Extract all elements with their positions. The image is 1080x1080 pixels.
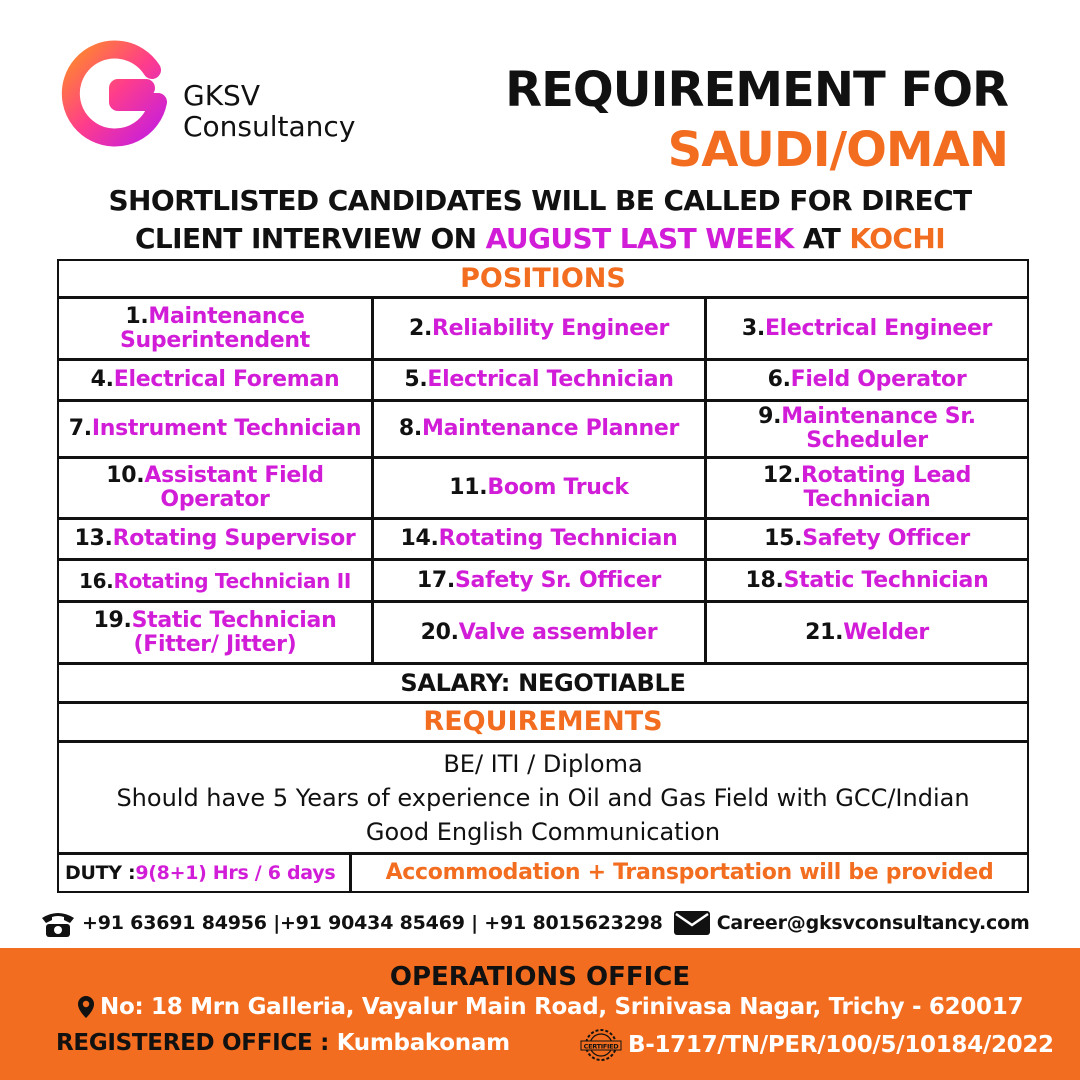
table-row	[59, 402, 1027, 459]
position-number: 12.	[762, 463, 801, 488]
table-row	[59, 459, 1027, 520]
registered-office-label: REGISTERED OFFICE :	[56, 1030, 337, 1056]
salary-text: SALARY: NEGOTIABLE	[400, 669, 686, 697]
position-name: Instrument Technician	[91, 416, 362, 441]
position-name: Rotating Supervisor	[112, 526, 356, 551]
position-name: Maintenance Superintendent	[120, 303, 310, 353]
positions-header-row	[59, 261, 1027, 299]
requirements-row	[59, 743, 1027, 855]
position-number: 10.	[106, 463, 145, 488]
position-name: Welder	[843, 619, 929, 645]
duty-cell	[59, 855, 352, 891]
position-number: 17.	[416, 567, 455, 593]
position-name: Valve assembler	[458, 619, 658, 645]
position-cell	[374, 459, 707, 517]
table-row	[59, 520, 1027, 561]
brand-name-line2: Consultancy	[183, 110, 356, 143]
subheading-line1: SHORTLISTED CANDIDATES WILL BE CALLED FOR DIRECT	[108, 184, 972, 217]
footer-band	[0, 948, 1080, 1080]
position-name: Boom Truck	[487, 475, 629, 500]
registered-office-value: Kumbakonam	[336, 1030, 510, 1056]
position-cell	[59, 361, 374, 399]
positions-table	[57, 259, 1029, 893]
position-name: Field Operator	[790, 367, 967, 392]
registered-office	[56, 1030, 510, 1056]
position-name: Electrical Engineer	[764, 315, 993, 341]
position-cell	[707, 402, 1027, 456]
address-text: No: 18 Mrn Galleria, Vayalur Main Road, Srinivasa Nagar, Trichy - 620017	[100, 994, 1024, 1020]
position-cell	[374, 561, 707, 600]
envelope-icon	[673, 910, 711, 936]
subheading-line2	[40, 222, 1040, 255]
headline-destination: SAUDI/OMAN	[667, 122, 1008, 178]
position-cell	[374, 603, 707, 662]
position-number: 19.	[93, 607, 132, 633]
position-number: 7.	[68, 416, 92, 441]
position-number: 11.	[449, 475, 488, 500]
gksv-logo-icon	[60, 40, 170, 150]
license-info	[580, 1028, 1054, 1062]
headline-requirement: REQUIREMENT FOR	[505, 62, 1008, 118]
position-name: Safety Sr. Officer	[455, 567, 662, 593]
benefits-text: Accommodation + Transportation will be provided	[385, 860, 994, 885]
contact-bar	[40, 908, 1050, 938]
subheading-text: CLIENT INTERVIEW ON	[134, 222, 486, 255]
operations-office-title: OPERATIONS OFFICE	[389, 962, 691, 992]
position-cell	[707, 361, 1027, 399]
position-cell	[59, 520, 374, 558]
duty-row	[59, 855, 1027, 891]
interview-location: KOCHI	[849, 222, 946, 255]
position-cell	[374, 402, 707, 456]
position-name: Maintenance Planner	[422, 416, 680, 441]
phone-icon	[40, 908, 76, 938]
position-cell	[59, 561, 374, 600]
salary-row	[59, 665, 1027, 704]
position-number: 5.	[404, 367, 428, 392]
position-cell	[707, 459, 1027, 517]
license-number: B-1717/TN/PER/100/5/10184/2022	[628, 1032, 1054, 1058]
positions-title: POSITIONS	[460, 262, 626, 294]
brand-name-line1: GKSV	[183, 79, 260, 112]
requirement-item: Should have 5 Years of experience in Oil and Gas Field with GCC/Indian	[116, 783, 970, 812]
position-name: Static Technician	[783, 567, 989, 593]
table-row	[59, 561, 1027, 603]
email-link[interactable]: Career@gksvconsultancy.com	[716, 912, 1030, 934]
subheading-text-at: AT	[793, 222, 850, 255]
phone-numbers[interactable]: +91 63691 84956 |+91 90434 85469 | +91 8015623298	[82, 912, 663, 934]
table-row	[59, 603, 1027, 665]
position-name: Reliability Engineer	[432, 315, 670, 341]
cert-badge-text: CERTIFIED	[583, 1042, 619, 1051]
position-cell	[707, 561, 1027, 600]
position-cell	[707, 520, 1027, 558]
position-number: 6.	[767, 367, 791, 392]
duty-label: DUTY :	[65, 862, 136, 884]
position-name: Electrical Foreman	[113, 367, 340, 392]
table-row	[59, 361, 1027, 402]
duty-value: 9(8+1) Hrs / 6 days	[135, 862, 336, 884]
requirements-header-row	[59, 704, 1027, 743]
requirement-item: Good English Communication	[365, 817, 721, 846]
requirements-title: REQUIREMENTS	[423, 706, 663, 737]
certified-seal-icon	[580, 1028, 622, 1062]
position-cell	[59, 459, 374, 517]
position-cell	[374, 520, 707, 558]
brand-name	[183, 80, 355, 142]
position-number: 3.	[741, 315, 765, 341]
position-name: Rotating Technician	[438, 526, 678, 551]
position-name: Assistant Field Operator	[144, 463, 324, 512]
position-number: 21.	[805, 619, 844, 645]
requirement-item: BE/ ITI / Diploma	[443, 749, 643, 778]
position-cell	[59, 603, 374, 662]
operations-address	[76, 994, 1023, 1020]
position-number: 20.	[420, 619, 459, 645]
position-name: Safety Officer	[802, 526, 970, 551]
position-cell	[374, 299, 707, 358]
position-name: Rotating Lead Technician	[800, 463, 972, 512]
position-name: Maintenance Sr. Scheduler	[781, 404, 976, 453]
position-cell	[59, 299, 374, 358]
position-number: 14.	[400, 526, 439, 551]
table-row	[59, 299, 1027, 361]
position-cell	[374, 361, 707, 399]
requirements-list	[59, 743, 1027, 852]
position-cell	[707, 603, 1027, 662]
position-name: Rotating Technician II	[113, 568, 352, 593]
interview-date: AUGUST LAST WEEK	[485, 222, 794, 255]
position-number: 16.	[78, 568, 114, 593]
position-number: 13.	[74, 526, 113, 551]
position-cell	[59, 402, 374, 456]
position-number: 1.	[125, 303, 149, 329]
position-number: 2.	[408, 315, 433, 341]
location-pin-icon	[76, 995, 96, 1019]
position-number: 4.	[90, 367, 114, 392]
position-cell	[707, 299, 1027, 358]
position-name: Electrical Technician	[427, 367, 674, 392]
position-number: 8.	[398, 416, 422, 441]
position-number: 9.	[758, 404, 782, 429]
position-number: 18.	[745, 567, 784, 593]
position-number: 15.	[764, 526, 803, 551]
position-name: Static Technician (Fitter/ Jitter)	[131, 607, 337, 657]
